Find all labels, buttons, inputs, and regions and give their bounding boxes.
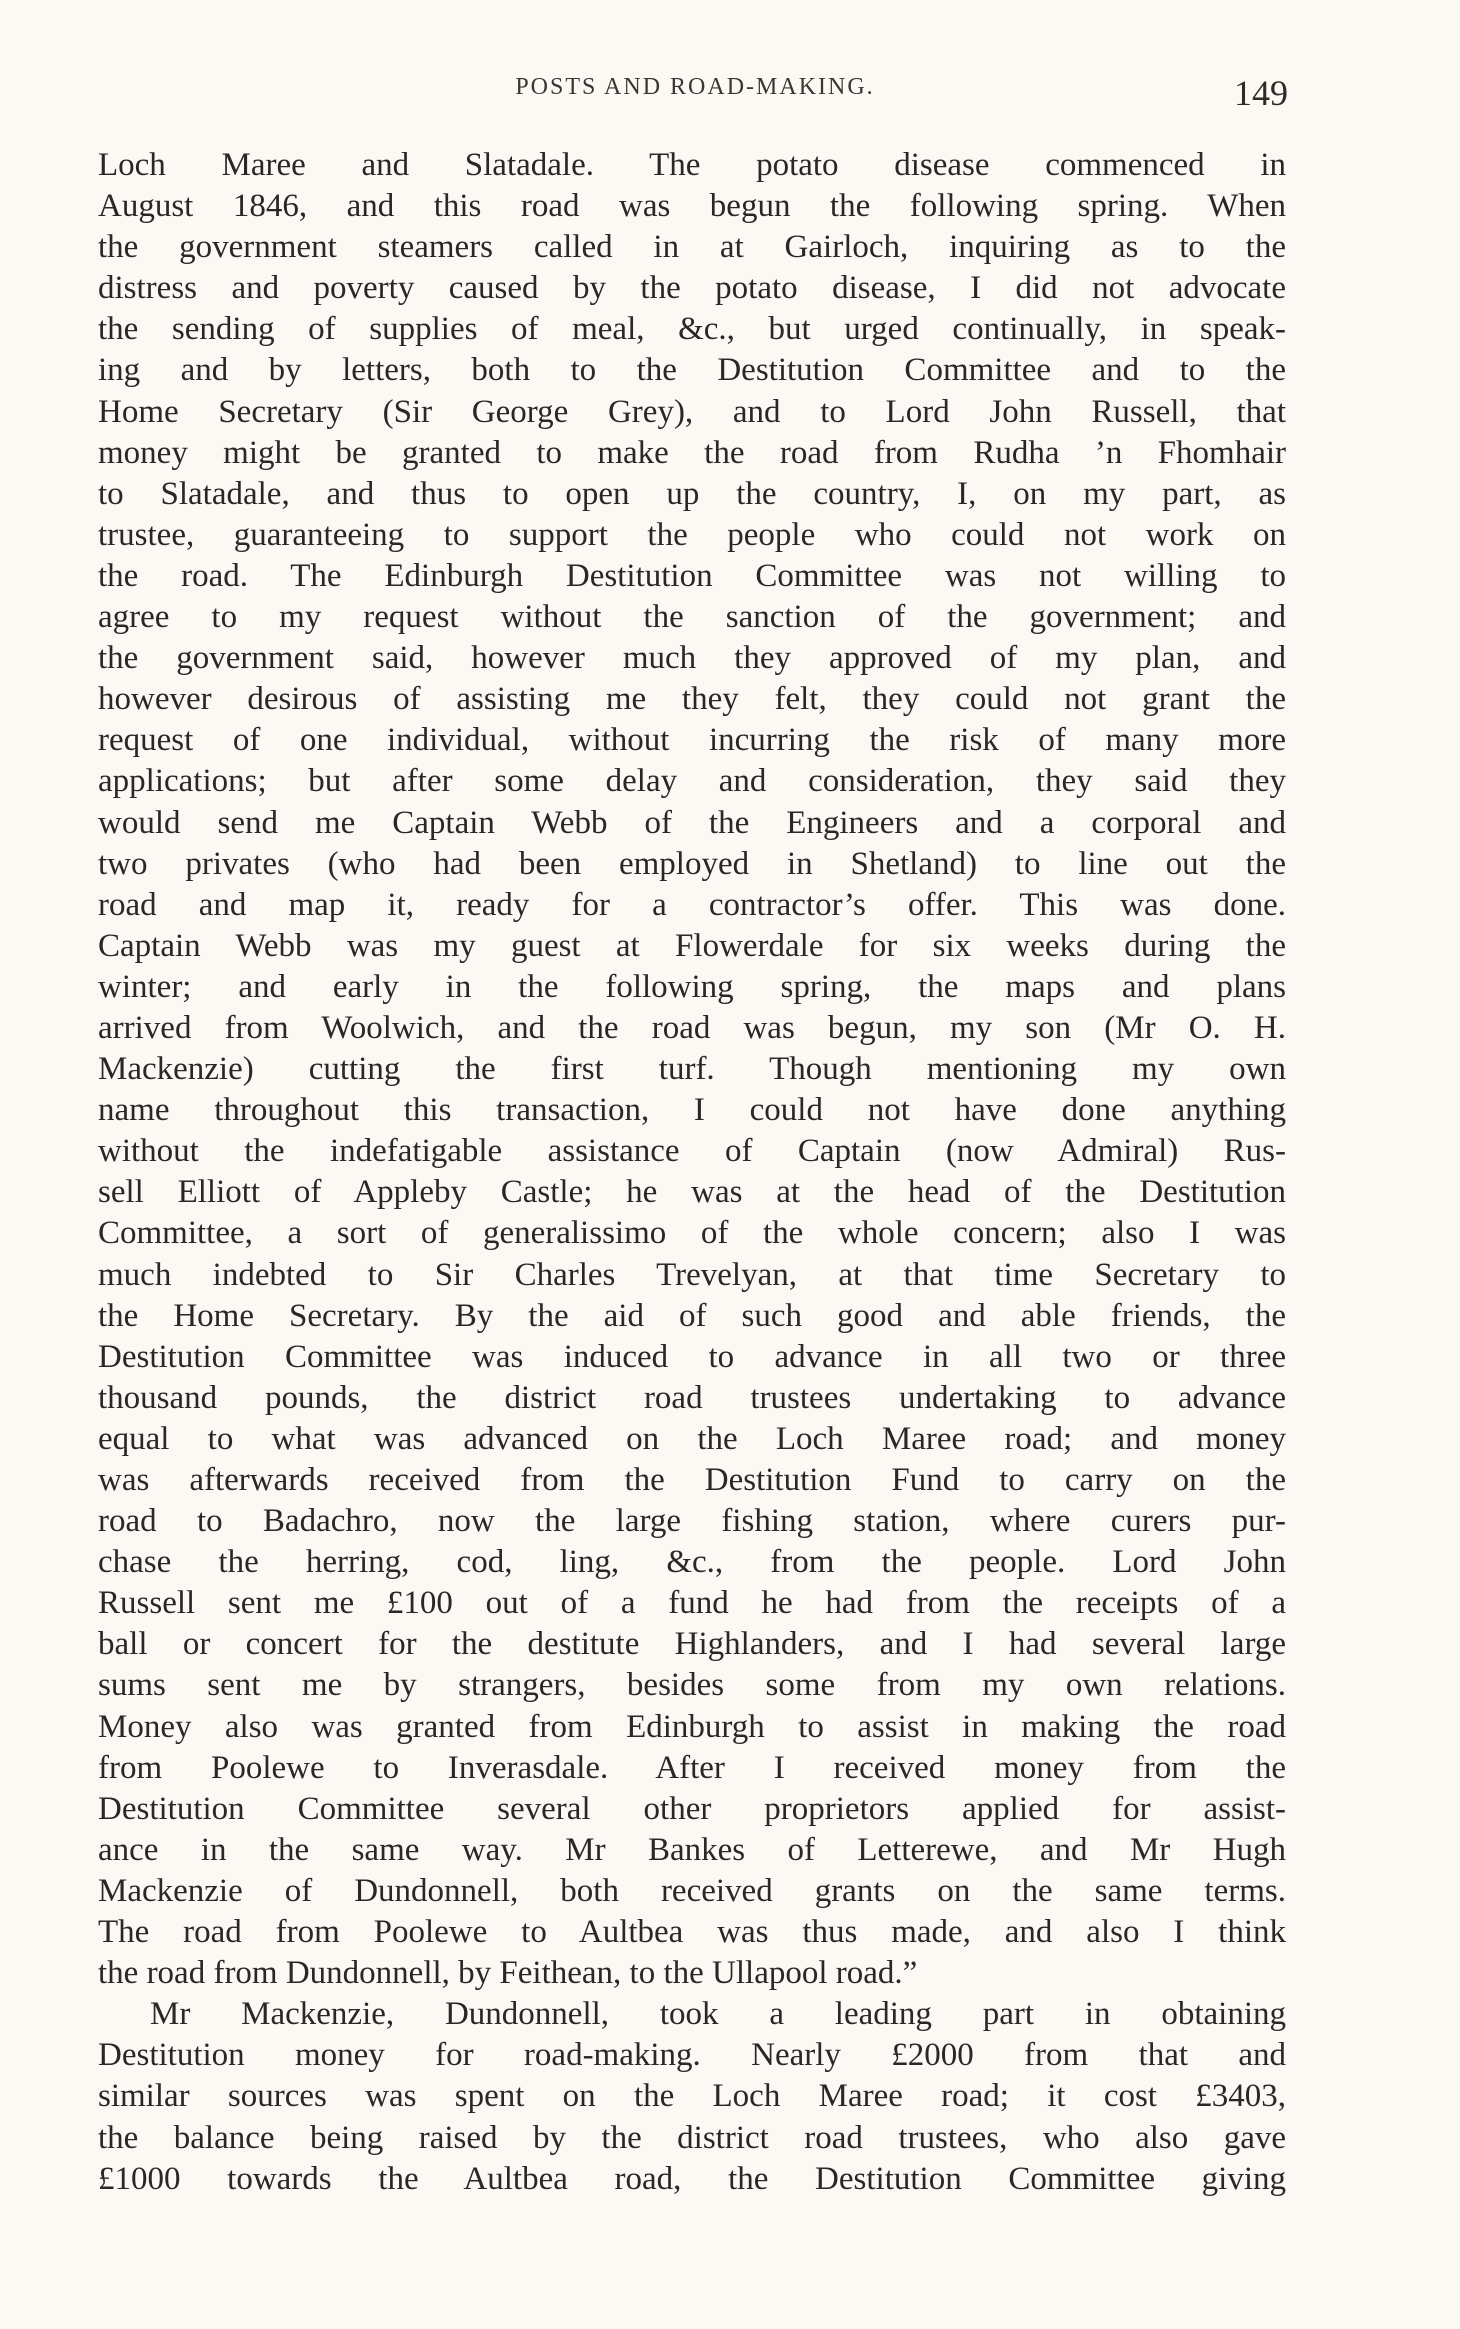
text-line: Committee, a sort of generalissimo of the whole concern; also I was: [98, 1215, 1286, 1252]
text-line: Home Secretary (Sir George Grey), and to Lord John Russell, that: [98, 393, 1286, 430]
text-line: the balance being raised by the district road trustees, who also gave: [98, 2119, 1286, 2156]
text-line: the government steamers called in at Gairloch, inquiring as to the: [98, 229, 1286, 266]
text-line: name throughout this transaction, I could not have done anything: [98, 1092, 1286, 1129]
running-head: [0, 70, 1460, 114]
text-line: chase the herring, cod, ling, &c., from the people. Lord John: [98, 1544, 1286, 1581]
text-line: trustee, guaranteeing to support the people who could not work on: [98, 516, 1286, 553]
text-line: Destitution Committee was induced to advance in all two or three: [98, 1338, 1286, 1375]
text-line: the road from Dundonnell, by Feithean, to the Ullapool road.”: [98, 1955, 918, 1992]
text-line: two privates (who had been employed in Shetland) to line out the: [98, 845, 1286, 882]
text-line: equal to what was advanced on the Loch Maree road; and money: [98, 1420, 1286, 1457]
text-line: without the indefatigable assistance of Captain (now Admiral) Rus-: [98, 1133, 1286, 1170]
text-line: similar sources was spent on the Loch Maree road; it cost £3403,: [98, 2078, 1286, 2115]
text-line: Destitution money for road-making. Nearly £2000 from that and: [98, 2037, 1286, 2074]
text-line-indented: Mr Mackenzie, Dundonnell, took a leading part in obtaining: [150, 1996, 1286, 2033]
text-line: road and map it, ready for a contractor’s offer. This was done.: [98, 886, 1286, 923]
text-line: ball or concert for the destitute Highlanders, and I had several large: [98, 1626, 1286, 1663]
text-line: Captain Webb was my guest at Flowerdale for six weeks during the: [98, 927, 1286, 964]
text-line: was afterwards received from the Destitution Fund to carry on the: [98, 1462, 1286, 1498]
text-line: the Home Secretary. By the aid of such good and able friends, the: [98, 1297, 1286, 1334]
text-line: sell Elliott of Appleby Castle; he was at the head of the Destitution: [98, 1174, 1286, 1211]
text-line: from Poolewe to Inverasdale. After I received money from the: [98, 1749, 1286, 1786]
text-line: Destitution Committee several other proprietors applied for assist-: [98, 1790, 1286, 1827]
text-line: Russell sent me £100 out of a fund he had from the receipts of a: [98, 1585, 1286, 1622]
text-line: Money also was granted from Edinburgh to assist in making the road: [98, 1708, 1286, 1745]
text-line: would send me Captain Webb of the Engineers and a corporal and: [98, 804, 1286, 841]
text-line: the government said, however much they approved of my plan, and: [98, 640, 1286, 677]
text-line: applications; but after some delay and consideration, they said they: [98, 763, 1286, 800]
text-line: August 1846, and this road was begun the following spring. When: [98, 188, 1286, 225]
running-title: POSTS AND ROAD-MAKING.: [515, 74, 875, 100]
page-number: 149: [1234, 73, 1288, 113]
text-line: ance in the same way. Mr Bankes of Letterewe, and Mr Hugh: [98, 1831, 1286, 1868]
text-line: agree to my request without the sanction of the government; and: [98, 599, 1286, 636]
text-line: to Slatadale, and thus to open up the country, I, on my part, as: [98, 475, 1286, 512]
text-line: money might be granted to make the road from Rudha ’n Fhomhair: [98, 434, 1286, 471]
text-line: request of one individual, without incurring the risk of many more: [98, 722, 1286, 759]
text-line: winter; and early in the following spring, the maps and plans: [98, 968, 1286, 1005]
text-line: however desirous of assisting me they felt, they could not grant the: [98, 681, 1286, 718]
text-line: ing and by letters, both to the Destitution Committee and to the: [98, 352, 1286, 389]
text-line: Mackenzie) cutting the first turf. Though mentioning my own: [98, 1051, 1286, 1088]
text-line: Loch Maree and Slatadale. The potato disease commenced in: [98, 147, 1286, 183]
text-line: sums sent me by strangers, besides some from my own relations.: [98, 1667, 1286, 1704]
text-line: the sending of supplies of meal, &c., but urged continually, in speak-: [98, 311, 1286, 348]
text-line: £1000 towards the Aultbea road, the Destitution Committee giving: [98, 2160, 1286, 2197]
text-line: thousand pounds, the district road trustees undertaking to advance: [98, 1379, 1286, 1416]
text-line: arrived from Woolwich, and the road was begun, my son (Mr O. H.: [98, 1009, 1286, 1046]
text-line: much indebted to Sir Charles Trevelyan, at that time Secretary to: [98, 1256, 1286, 1293]
body-text: [98, 145, 1286, 2200]
text-line: distress and poverty caused by the potato disease, I did not advocate: [98, 270, 1286, 307]
text-line: Mackenzie of Dundonnell, both received grants on the same terms.: [98, 1872, 1286, 1909]
text-line: road to Badachro, now the large fishing station, where curers pur-: [98, 1503, 1286, 1540]
text-line: the road. The Edinburgh Destitution Committee was not willing to: [98, 557, 1286, 594]
text-line: The road from Poolewe to Aultbea was thus made, and also I think: [98, 1914, 1286, 1951]
